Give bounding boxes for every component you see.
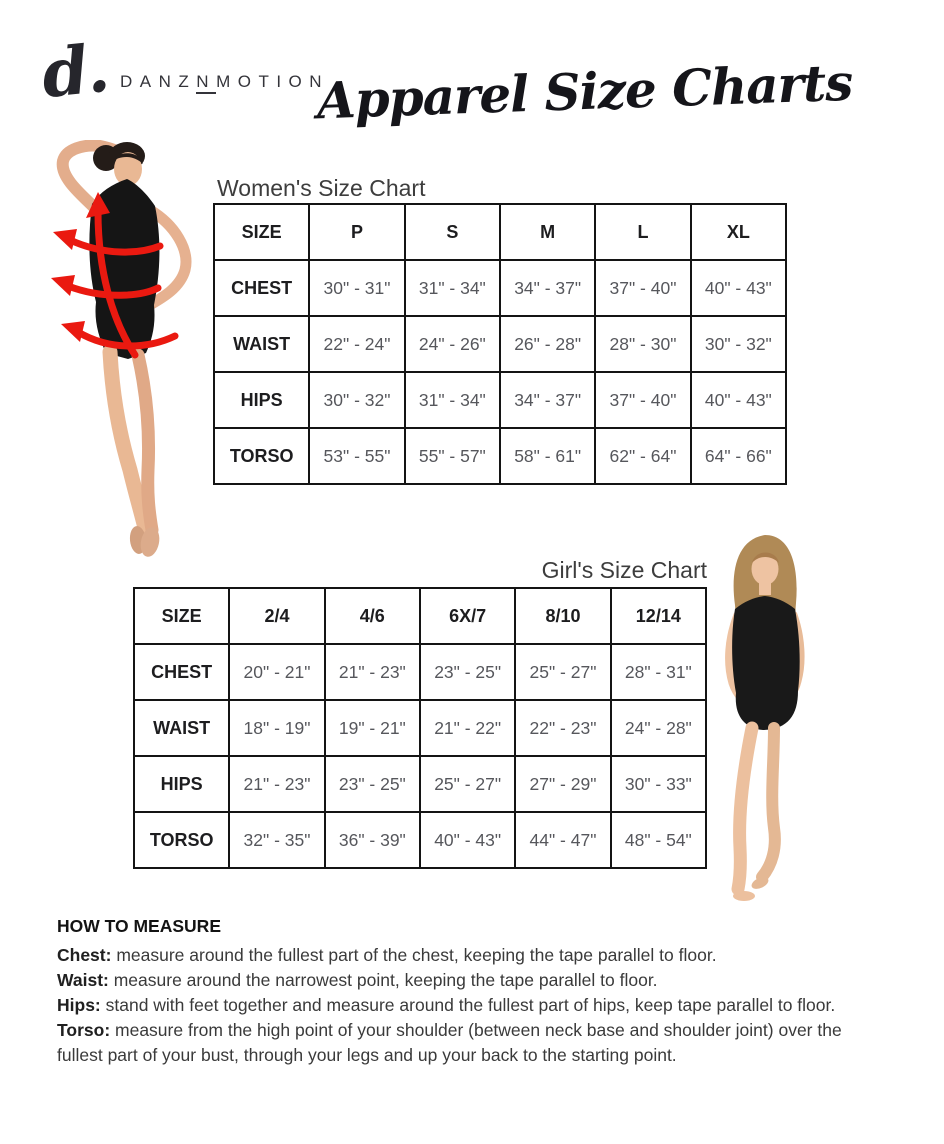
size-value-cell: 24" - 28" bbox=[611, 700, 706, 756]
size-value-cell: 62" - 64" bbox=[595, 428, 690, 484]
measure-chest-line bbox=[57, 943, 942, 968]
table-row bbox=[214, 260, 786, 316]
size-value-cell: 30" - 32" bbox=[691, 316, 786, 372]
measure-hips-term: Hips: bbox=[57, 995, 101, 1015]
column-header: M bbox=[500, 204, 595, 260]
size-value-cell: 30" - 32" bbox=[309, 372, 404, 428]
size-value-cell: 24" - 26" bbox=[405, 316, 500, 372]
column-header: 2/4 bbox=[229, 588, 324, 644]
womens-size-table bbox=[213, 203, 787, 485]
measure-waist-term: Waist: bbox=[57, 970, 109, 990]
measure-waist-line bbox=[57, 968, 942, 993]
table-row bbox=[214, 372, 786, 428]
column-header: 8/10 bbox=[515, 588, 610, 644]
size-value-cell: 58" - 61" bbox=[500, 428, 595, 484]
size-value-cell: 30" - 33" bbox=[611, 756, 706, 812]
column-header: P bbox=[309, 204, 404, 260]
table-row bbox=[214, 428, 786, 484]
size-value-cell: 53" - 55" bbox=[309, 428, 404, 484]
size-value-cell: 28" - 31" bbox=[611, 644, 706, 700]
table-row bbox=[134, 812, 706, 868]
size-value-cell: 25" - 27" bbox=[420, 756, 515, 812]
size-value-cell: 34" - 37" bbox=[500, 372, 595, 428]
size-value-cell: 31" - 34" bbox=[405, 372, 500, 428]
size-value-cell: 25" - 27" bbox=[515, 644, 610, 700]
brand-name bbox=[120, 72, 329, 92]
size-value-cell: 32" - 35" bbox=[229, 812, 324, 868]
column-header: SIZE bbox=[214, 204, 309, 260]
page-title: Apparel Size Charts bbox=[315, 52, 854, 130]
size-value-cell: 55" - 57" bbox=[405, 428, 500, 484]
brand-logo bbox=[38, 28, 342, 130]
size-value-cell: 34" - 37" bbox=[500, 260, 595, 316]
row-label: CHEST bbox=[214, 260, 309, 316]
logo-d-mark-icon: d. bbox=[38, 28, 112, 114]
header-row bbox=[214, 204, 786, 260]
how-to-measure-section bbox=[57, 916, 942, 1068]
row-label: CHEST bbox=[134, 644, 229, 700]
size-value-cell: 64" - 66" bbox=[691, 428, 786, 484]
size-value-cell: 40" - 43" bbox=[420, 812, 515, 868]
column-header: L bbox=[595, 204, 690, 260]
size-value-cell: 44" - 47" bbox=[515, 812, 610, 868]
row-label: TORSO bbox=[134, 812, 229, 868]
measure-hips-text: stand with feet together and measure around the fullest part of hips, keep tape parallel to floor. bbox=[100, 995, 836, 1015]
size-value-cell: 37" - 40" bbox=[595, 260, 690, 316]
column-header: 12/14 bbox=[611, 588, 706, 644]
girl-dancer-photo bbox=[700, 523, 910, 918]
womens-chart-title: Women's Size Chart bbox=[217, 175, 426, 201]
size-value-cell: 23" - 25" bbox=[325, 756, 420, 812]
column-header: XL bbox=[691, 204, 786, 260]
girl-figure bbox=[728, 535, 804, 901]
size-value-cell: 21" - 22" bbox=[420, 700, 515, 756]
size-value-cell: 31" - 34" bbox=[405, 260, 500, 316]
measure-torso-line bbox=[57, 1018, 883, 1068]
measure-waist-text: measure around the narrowest point, keeping the tape parallel to floor. bbox=[108, 970, 658, 990]
size-value-cell: 18" - 19" bbox=[229, 700, 324, 756]
size-value-cell: 26" - 28" bbox=[500, 316, 595, 372]
size-value-cell: 37" - 40" bbox=[595, 372, 690, 428]
size-value-cell: 40" - 43" bbox=[691, 372, 786, 428]
row-label: HIPS bbox=[134, 756, 229, 812]
brand-pre: DANZ bbox=[120, 72, 197, 91]
size-value-cell: 19" - 21" bbox=[325, 700, 420, 756]
girls-size-table bbox=[133, 587, 707, 869]
size-value-cell: 48" - 54" bbox=[611, 812, 706, 868]
woman-figure bbox=[63, 142, 186, 559]
table-row bbox=[134, 756, 706, 812]
measure-hips-line bbox=[57, 993, 942, 1018]
size-value-cell: 27" - 29" bbox=[515, 756, 610, 812]
row-label: HIPS bbox=[214, 372, 309, 428]
measure-chest-text: measure around the fullest part of the chest, keeping the tape parallel to floor. bbox=[111, 945, 717, 965]
size-value-cell: 30" - 31" bbox=[309, 260, 404, 316]
table-row bbox=[134, 644, 706, 700]
header-row bbox=[134, 588, 706, 644]
size-value-cell: 40" - 43" bbox=[691, 260, 786, 316]
size-value-cell: 21" - 23" bbox=[325, 644, 420, 700]
size-value-cell: 20" - 21" bbox=[229, 644, 324, 700]
row-label: TORSO bbox=[214, 428, 309, 484]
table-row bbox=[134, 700, 706, 756]
how-to-measure-heading: HOW TO MEASURE bbox=[57, 916, 221, 936]
column-header: S bbox=[405, 204, 500, 260]
column-header: SIZE bbox=[134, 588, 229, 644]
column-header: 6X/7 bbox=[420, 588, 515, 644]
girls-chart-title: Girl's Size Chart bbox=[541, 557, 707, 583]
table-row bbox=[214, 316, 786, 372]
size-value-cell: 23" - 25" bbox=[420, 644, 515, 700]
brand-post: MOTION bbox=[216, 72, 330, 91]
measure-torso-term: Torso: bbox=[57, 1020, 111, 1040]
row-label: WAIST bbox=[214, 316, 309, 372]
size-value-cell: 22" - 23" bbox=[515, 700, 610, 756]
size-value-cell: 22" - 24" bbox=[309, 316, 404, 372]
size-value-cell: 36" - 39" bbox=[325, 812, 420, 868]
woman-dancer-photo bbox=[0, 140, 230, 570]
measure-torso-text: measure from the high point of your shoulder (between neck base and shoulder joint) over the fullest part of your bust, through your legs and up your back to the starting point. bbox=[57, 1020, 842, 1065]
size-value-cell: 28" - 30" bbox=[595, 316, 690, 372]
measure-chest-term: Chest: bbox=[57, 945, 112, 965]
column-header: 4/6 bbox=[325, 588, 420, 644]
brand-underlined-n: N bbox=[196, 72, 216, 94]
row-label: WAIST bbox=[134, 700, 229, 756]
size-value-cell: 21" - 23" bbox=[229, 756, 324, 812]
